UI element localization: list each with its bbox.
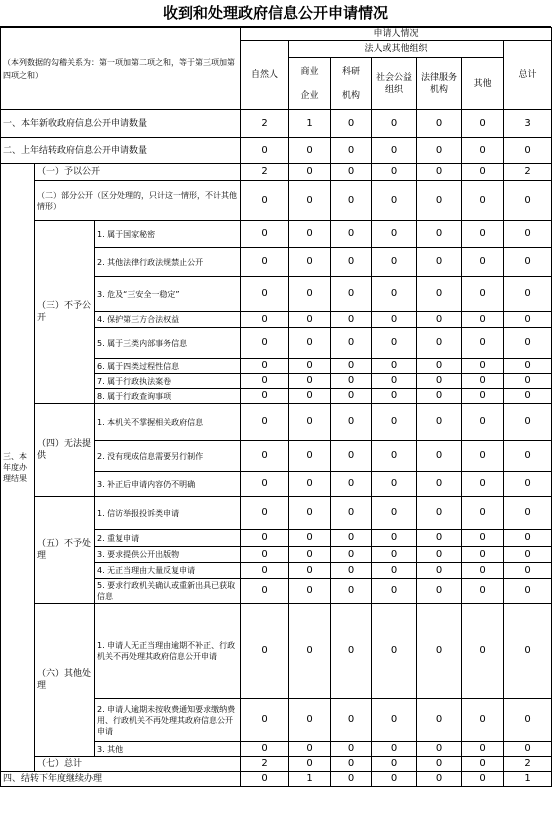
- sub-label-g5: 5. 要求行政机关确认或重新出具已获取信息: [95, 579, 241, 604]
- row-g5-value: 0: [504, 563, 552, 579]
- row-g5-value: 0: [331, 547, 372, 563]
- row-carry-forward-value: 0: [462, 772, 504, 787]
- row-label-new-applications: 一、本年新收政府信息公开申请数量: [1, 110, 241, 138]
- row-g6-value: 0: [241, 742, 289, 757]
- row-g4-value: 0: [241, 404, 289, 441]
- row-g3-value: 0: [462, 328, 504, 359]
- row-full-disclosure-value: 2: [241, 164, 289, 181]
- row-g5-value: 0: [289, 579, 331, 604]
- row-g3-value: 0: [289, 248, 331, 277]
- row-g4-value: 0: [462, 441, 504, 472]
- row-g3-value: 0: [504, 359, 552, 374]
- row-new-applications-value: 0: [462, 110, 504, 138]
- row-g3-value: 0: [417, 374, 462, 389]
- row-label-result-total: （七）总计: [35, 757, 241, 772]
- sub-label-g3: 8. 属于行政查询事项: [95, 389, 241, 404]
- row-new-applications-value: 3: [504, 110, 552, 138]
- row-g3-value: 0: [504, 248, 552, 277]
- row-g4-value: 0: [462, 404, 504, 441]
- sub-label-g3: 5. 属于三类内部事务信息: [95, 328, 241, 359]
- row-g5-value: 0: [462, 497, 504, 530]
- sub-label-g5: 1. 信访举报投诉类申请: [95, 497, 241, 530]
- sub-label-g5: 4. 无正当理由大量反复申请: [95, 563, 241, 579]
- row-g5-value: 0: [331, 579, 372, 604]
- row-g4-value: 0: [462, 472, 504, 497]
- sub-label-g4: 2. 没有现成信息需要另行制作: [95, 441, 241, 472]
- row-g5-value: 0: [289, 497, 331, 530]
- row-partial-disclosure-value: 0: [504, 181, 552, 221]
- row-g5-value: 0: [504, 547, 552, 563]
- row-full-disclosure-value: 0: [462, 164, 504, 181]
- header-note: （本列数据的勾稽关系为：第一项加第二项之和，等于第三项加第四项之和）: [1, 28, 241, 110]
- row-g3-value: 0: [504, 374, 552, 389]
- row-g3-value: 0: [241, 328, 289, 359]
- sub-label-g6: 3. 其他: [95, 742, 241, 757]
- sub-label-g3: 3. 危及“三安全一稳定”: [95, 277, 241, 312]
- row-label-carried-over: 二、上年结转政府信息公开申请数量: [1, 138, 241, 164]
- row-g3-value: 0: [331, 328, 372, 359]
- row-g3-value: 0: [241, 221, 289, 248]
- row-g5-value: 0: [331, 530, 372, 547]
- sub-label-g3: 4. 保护第三方合法权益: [95, 312, 241, 328]
- header-research-bottom: 机构: [342, 90, 361, 101]
- row-g6-value: 0: [372, 699, 417, 742]
- row-carried-over-value: 0: [417, 138, 462, 164]
- row-g3-value: 0: [289, 312, 331, 328]
- header-research-top: 科研: [342, 66, 361, 77]
- row-carry-forward-value: 0: [331, 772, 372, 787]
- row-g6-value: 0: [289, 604, 331, 699]
- row-g3-value: 0: [462, 312, 504, 328]
- row-carry-forward-value: 1: [289, 772, 331, 787]
- row-g5-value: 0: [241, 563, 289, 579]
- sub-label-g6: 1. 申请人无正当理由逾期不补正、行政机关不再处理其政府信息公开申请: [95, 604, 241, 699]
- row-g3-value: 0: [241, 374, 289, 389]
- row-carried-over-value: 0: [331, 138, 372, 164]
- row-g3-value: 0: [372, 312, 417, 328]
- row-g5-value: 0: [372, 530, 417, 547]
- row-result-total-value: 0: [331, 757, 372, 772]
- row-g5-value: 0: [289, 547, 331, 563]
- row-g4-value: 0: [372, 472, 417, 497]
- row-g3-value: 0: [462, 221, 504, 248]
- row-carried-over-value: 0: [241, 138, 289, 164]
- row-g3-value: 0: [372, 374, 417, 389]
- row-g6-value: 0: [462, 742, 504, 757]
- row-g3-value: 0: [331, 312, 372, 328]
- row-g5-value: 0: [372, 579, 417, 604]
- sub-label-g5: 3. 要求提供公开出版物: [95, 547, 241, 563]
- row-result-total-value: 2: [241, 757, 289, 772]
- row-carried-over-value: 0: [372, 138, 417, 164]
- row-g6-value: 0: [372, 742, 417, 757]
- header-legal-service: 法律服务机构: [417, 58, 462, 110]
- row-new-applications-value: 2: [241, 110, 289, 138]
- row-carried-over-value: 0: [504, 138, 552, 164]
- row-g5-value: 0: [331, 497, 372, 530]
- row-g6-value: 0: [331, 742, 372, 757]
- row-full-disclosure-value: 0: [372, 164, 417, 181]
- row-g3-value: 0: [289, 221, 331, 248]
- row-g6-value: 0: [331, 604, 372, 699]
- header-applicant-info: 申请人情况: [241, 28, 552, 41]
- row-g6-value: 0: [504, 604, 552, 699]
- row-g6-value: 0: [417, 699, 462, 742]
- row-g5-value: 0: [372, 497, 417, 530]
- row-label-annual-results: 三、本年度办理结果: [1, 164, 35, 772]
- row-g3-value: 0: [504, 389, 552, 404]
- row-g4-value: 0: [331, 404, 372, 441]
- sub-label-g6: 2. 申请人逾期未按收费通知要求缴纳费用、行政机关不再处理其政府信息公开申请: [95, 699, 241, 742]
- header-commercial-bottom: 企业: [300, 90, 319, 101]
- row-g4-value: 0: [504, 472, 552, 497]
- row-result-total-value: 0: [372, 757, 417, 772]
- row-full-disclosure-value: 0: [417, 164, 462, 181]
- row-g3-value: 0: [462, 248, 504, 277]
- row-g5-value: 0: [289, 530, 331, 547]
- row-g5-value: 0: [417, 530, 462, 547]
- row-g3-value: 0: [462, 359, 504, 374]
- sub-label-g4: 3. 补正后申请内容仍不明确: [95, 472, 241, 497]
- row-g5-value: 0: [504, 530, 552, 547]
- row-g6-value: 0: [289, 742, 331, 757]
- row-label-carry-forward: 四、结转下年度继续办理: [1, 772, 241, 787]
- sub-label-g3: 7. 属于行政执法案卷: [95, 374, 241, 389]
- row-result-total-value: 0: [417, 757, 462, 772]
- row-g3-value: 0: [417, 312, 462, 328]
- row-g5-value: 0: [372, 563, 417, 579]
- row-g3-value: 0: [372, 389, 417, 404]
- row-g3-value: 0: [372, 359, 417, 374]
- row-g3-value: 0: [504, 221, 552, 248]
- sub-label-g3: 1. 属于国家秘密: [95, 221, 241, 248]
- row-g4-value: 0: [289, 404, 331, 441]
- row-label-partial-disclosure: （二）部分公开（区分处理的，只计这一情形，不计其他情形）: [35, 181, 241, 221]
- row-g3-value: 0: [504, 277, 552, 312]
- row-g4-value: 0: [504, 404, 552, 441]
- row-g6-value: 0: [504, 742, 552, 757]
- row-g3-value: 0: [462, 389, 504, 404]
- row-g4-value: 0: [372, 441, 417, 472]
- header-natural-person: 自然人: [241, 41, 289, 110]
- row-g5-value: 0: [241, 579, 289, 604]
- row-g6-value: 0: [241, 604, 289, 699]
- group-label-g4: （四）无法提供: [35, 404, 95, 497]
- row-g5-value: 0: [462, 547, 504, 563]
- row-g5-value: 0: [241, 497, 289, 530]
- row-full-disclosure-value: 2: [504, 164, 552, 181]
- row-g4-value: 0: [289, 472, 331, 497]
- row-g5-value: 0: [289, 563, 331, 579]
- row-new-applications-value: 0: [417, 110, 462, 138]
- row-g6-value: 0: [331, 699, 372, 742]
- row-g4-value: 0: [417, 472, 462, 497]
- row-g3-value: 0: [372, 328, 417, 359]
- sub-label-g3: 2. 其他法律行政法规禁止公开: [95, 248, 241, 277]
- row-g3-value: 0: [417, 221, 462, 248]
- header-commercial-top: 商业: [300, 66, 319, 77]
- row-partial-disclosure-value: 0: [462, 181, 504, 221]
- row-g3-value: 0: [289, 389, 331, 404]
- row-g3-value: 0: [331, 221, 372, 248]
- row-g4-value: 0: [504, 441, 552, 472]
- row-carried-over-value: 0: [289, 138, 331, 164]
- row-g4-value: 0: [289, 441, 331, 472]
- row-g3-value: 0: [331, 248, 372, 277]
- row-g6-value: 0: [372, 604, 417, 699]
- row-g6-value: 0: [462, 699, 504, 742]
- row-g4-value: 0: [372, 404, 417, 441]
- row-label-full-disclosure: （一）予以公开: [35, 164, 241, 181]
- row-g3-value: 0: [241, 248, 289, 277]
- row-g3-value: 0: [417, 248, 462, 277]
- row-g5-value: 0: [462, 563, 504, 579]
- row-g6-value: 0: [289, 699, 331, 742]
- header-social-welfare: 社会公益组织: [372, 58, 417, 110]
- row-new-applications-value: 0: [372, 110, 417, 138]
- row-g3-value: 0: [417, 277, 462, 312]
- group-label-g6: （六）其他处理: [35, 604, 95, 757]
- row-new-applications-value: 1: [289, 110, 331, 138]
- row-g5-value: 0: [462, 579, 504, 604]
- row-g3-value: 0: [504, 312, 552, 328]
- sub-label-g4: 1. 本机关不掌握相关政府信息: [95, 404, 241, 441]
- row-g5-value: 0: [504, 579, 552, 604]
- row-g5-value: 0: [372, 547, 417, 563]
- row-g3-value: 0: [372, 277, 417, 312]
- row-g5-value: 0: [462, 530, 504, 547]
- row-g4-value: 0: [331, 441, 372, 472]
- row-carried-over-value: 0: [462, 138, 504, 164]
- row-g6-value: 0: [462, 604, 504, 699]
- row-partial-disclosure-value: 0: [289, 181, 331, 221]
- row-g3-value: 0: [289, 328, 331, 359]
- row-partial-disclosure-value: 0: [241, 181, 289, 221]
- row-partial-disclosure-value: 0: [331, 181, 372, 221]
- row-g5-value: 0: [417, 563, 462, 579]
- row-g5-value: 0: [241, 530, 289, 547]
- disclosure-table: [0, 27, 552, 787]
- row-g4-value: 0: [417, 441, 462, 472]
- row-g4-value: 0: [331, 472, 372, 497]
- row-g3-value: 0: [289, 359, 331, 374]
- row-g5-value: 0: [241, 547, 289, 563]
- row-carry-forward-value: 0: [417, 772, 462, 787]
- row-g3-value: 0: [504, 328, 552, 359]
- row-g3-value: 0: [331, 389, 372, 404]
- sub-label-g5: 2. 重复申请: [95, 530, 241, 547]
- row-g3-value: 0: [241, 389, 289, 404]
- row-g5-value: 0: [417, 497, 462, 530]
- row-g6-value: 0: [241, 699, 289, 742]
- row-g5-value: 0: [417, 547, 462, 563]
- row-carry-forward-value: 0: [241, 772, 289, 787]
- row-g4-value: 0: [241, 472, 289, 497]
- row-g3-value: 0: [417, 359, 462, 374]
- row-partial-disclosure-value: 0: [417, 181, 462, 221]
- row-g3-value: 0: [241, 312, 289, 328]
- row-full-disclosure-value: 0: [289, 164, 331, 181]
- header-legal-person-group: 法人或其他组织: [289, 41, 504, 58]
- row-g5-value: 0: [417, 579, 462, 604]
- row-g3-value: 0: [331, 359, 372, 374]
- row-new-applications-value: 0: [331, 110, 372, 138]
- row-carry-forward-value: 1: [504, 772, 552, 787]
- row-g6-value: 0: [417, 742, 462, 757]
- row-g3-value: 0: [462, 374, 504, 389]
- row-full-disclosure-value: 0: [331, 164, 372, 181]
- row-carry-forward-value: 0: [372, 772, 417, 787]
- row-g3-value: 0: [331, 374, 372, 389]
- row-g3-value: 0: [241, 277, 289, 312]
- row-g3-value: 0: [462, 277, 504, 312]
- page-title: 收到和处理政府信息公开申请情况: [0, 0, 551, 27]
- row-g5-value: 0: [331, 563, 372, 579]
- header-total: 总计: [504, 41, 552, 110]
- row-g3-value: 0: [372, 221, 417, 248]
- row-g3-value: 0: [372, 248, 417, 277]
- row-result-total-value: 2: [504, 757, 552, 772]
- header-other: 其他: [462, 58, 504, 110]
- header-commercial: [289, 58, 331, 110]
- row-partial-disclosure-value: 0: [372, 181, 417, 221]
- row-result-total-value: 0: [462, 757, 504, 772]
- group-label-g3: （三）不予公开: [35, 221, 95, 404]
- row-g6-value: 0: [417, 604, 462, 699]
- row-g3-value: 0: [417, 328, 462, 359]
- row-g3-value: 0: [417, 389, 462, 404]
- row-g5-value: 0: [504, 497, 552, 530]
- row-g3-value: 0: [241, 359, 289, 374]
- row-g3-value: 0: [289, 277, 331, 312]
- group-label-g5: （五）不予处理: [35, 497, 95, 604]
- row-g4-value: 0: [417, 404, 462, 441]
- row-g3-value: 0: [331, 277, 372, 312]
- sub-label-g3: 6. 属于四类过程性信息: [95, 359, 241, 374]
- row-g4-value: 0: [241, 441, 289, 472]
- row-result-total-value: 0: [289, 757, 331, 772]
- row-g6-value: 0: [504, 699, 552, 742]
- row-g3-value: 0: [289, 374, 331, 389]
- header-research: [331, 58, 372, 110]
